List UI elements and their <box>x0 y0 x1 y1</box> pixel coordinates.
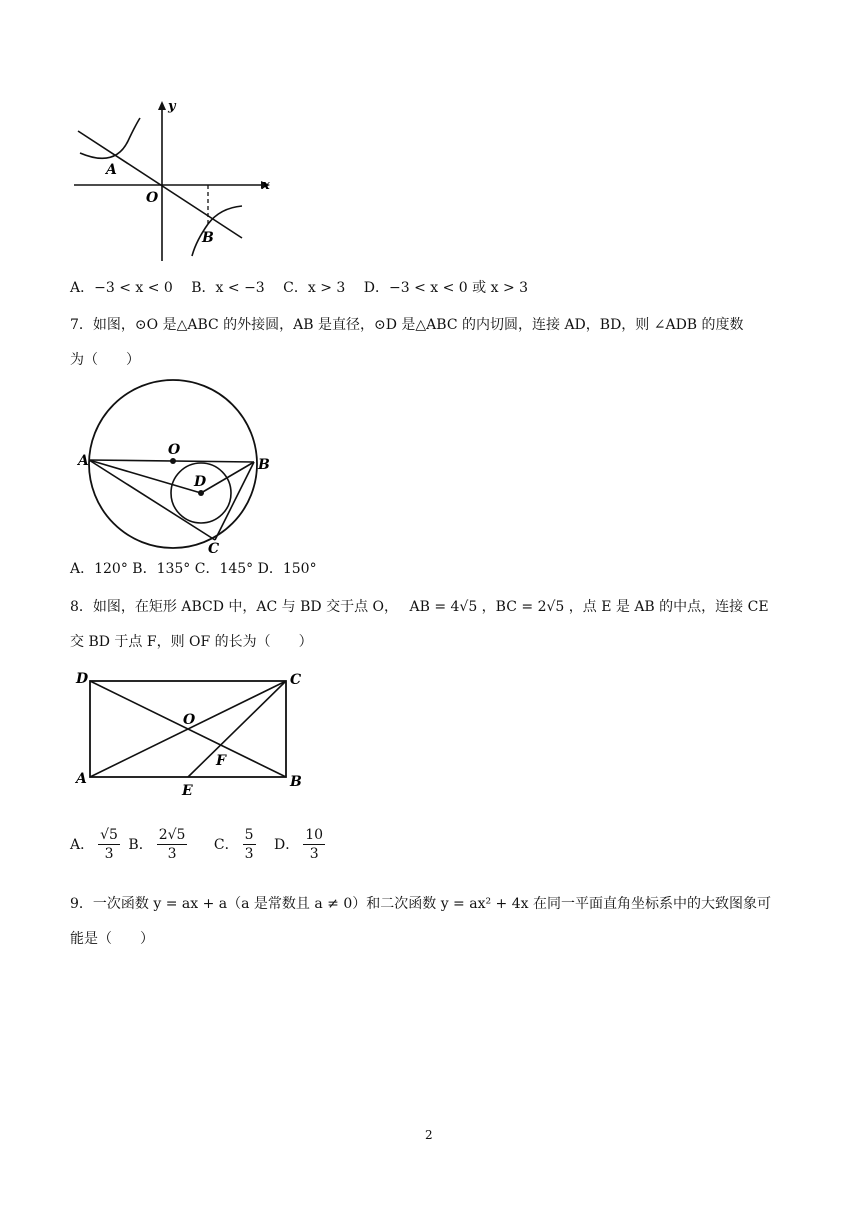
q7-stem-line1: 7．如图，⊙O 是△ABC 的外接圆，AB 是直径，⊙D 是△ABC 的内切圆，连接 AD，BD，则 ∠ADB 的度数 <box>70 317 744 333</box>
q8-label-b: B <box>290 774 302 790</box>
q8-option-c: C． $\frac{5}{3}$ <box>213 827 254 862</box>
q8-stem-line1: 8．如图，在矩形 ABCD 中，AC 与 BD 交于点 O， AB = 4√5 ，BC = 2√5 ，点 E 是 AB 的中点，连接 CE <box>70 599 769 615</box>
page-number: 2 <box>425 1128 433 1142</box>
q8-option-d: D． $\frac{10}{3}$ <box>274 827 324 862</box>
q6-option-a: A．−3 < x < 0 <box>70 280 173 296</box>
q6-label-o: O <box>146 190 159 206</box>
q8-stem-line2: 交 BD 于点 F，则 OF 的长为（ ） <box>70 634 313 650</box>
q7-label-b: B <box>258 457 270 473</box>
q7-label-d: D <box>194 474 207 490</box>
q7-label-o: O <box>168 442 181 458</box>
q8-options <box>70 826 329 863</box>
q8-option-a: A． $\frac{√5}{3}$ <box>70 827 118 862</box>
q9-stem-line1: 9．一次函数 y = ax + a（a 是常数且 a ≠ 0）和二次函数 y = ax² + 4x 在同一平面直角坐标系中的大致图象可 <box>70 896 771 912</box>
q6-option-c: C．x > 3 <box>283 280 346 296</box>
q7-stem-line2: 为（ ） <box>70 352 140 368</box>
q7-figure <box>70 372 290 557</box>
q8-figure <box>70 665 310 805</box>
q6-figure <box>70 96 280 271</box>
q8-option-b: B． $\frac{2√5}{3}$ <box>128 827 186 862</box>
q7-options: A．120° B．135° C．145° D．150° <box>70 561 317 577</box>
q8-label-e: E <box>182 783 193 799</box>
q6-label-a: A <box>106 162 117 178</box>
q6-option-b: B．x < −3 <box>191 280 265 296</box>
q7-label-a: A <box>78 453 89 469</box>
q9-stem-line2: 能是（ ） <box>70 931 154 947</box>
q6-option-d: D．−3 < x < 0 或 x > 3 <box>363 280 529 296</box>
q6-label-b: B <box>202 230 214 246</box>
q8-label-f: F <box>216 753 226 769</box>
q8-label-a: A <box>76 771 87 787</box>
q7-label-c: C <box>208 541 220 557</box>
q8-label-c: C <box>290 672 302 688</box>
q6-label-x: x <box>262 178 270 193</box>
q6-options <box>70 278 542 298</box>
q8-label-o: O <box>183 712 196 728</box>
q6-label-y: y <box>168 99 176 114</box>
q8-label-d: D <box>76 671 89 687</box>
